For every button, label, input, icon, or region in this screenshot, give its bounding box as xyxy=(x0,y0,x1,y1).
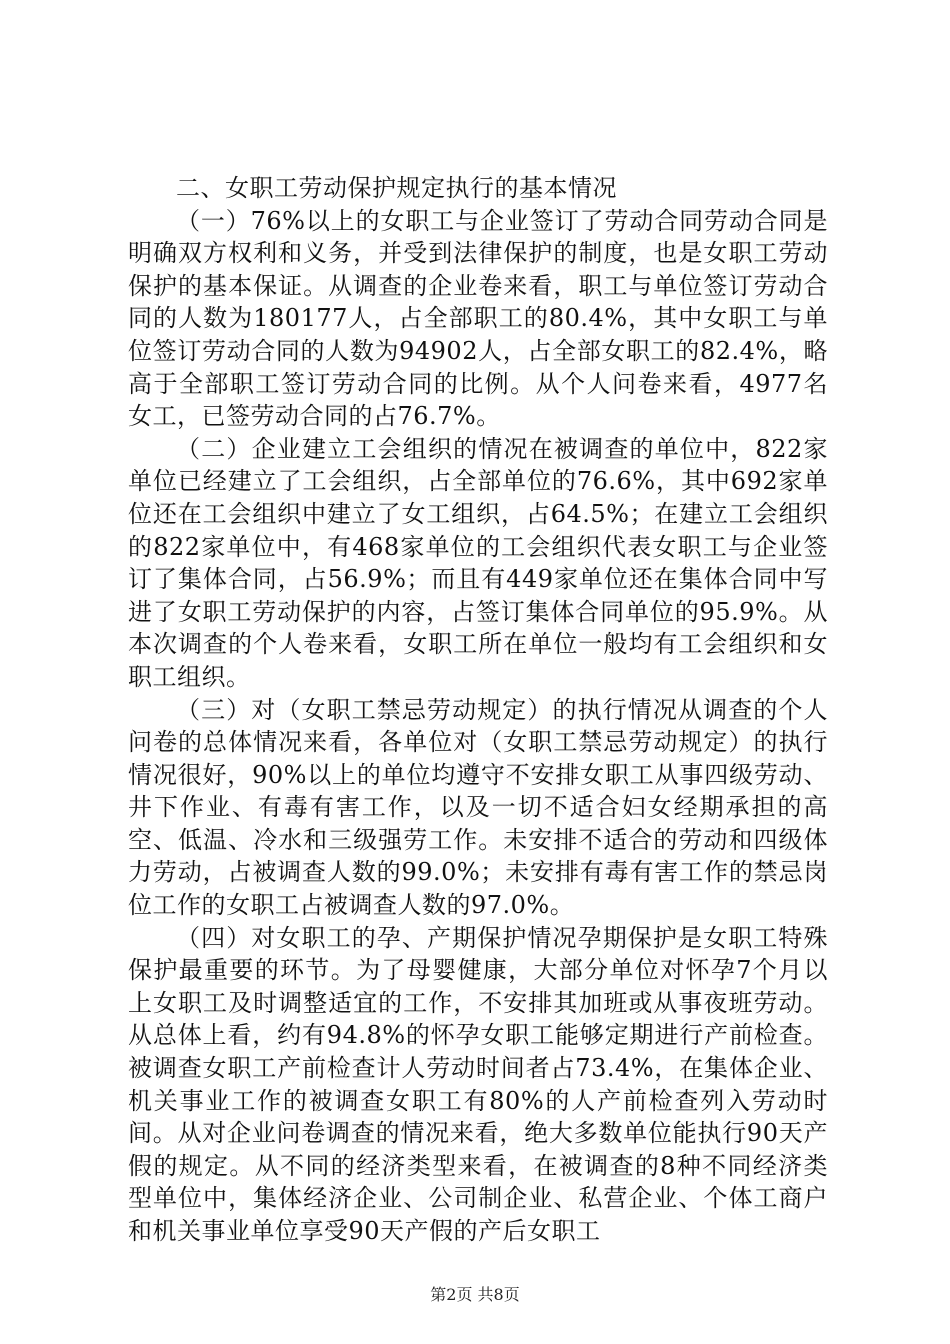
paragraph-4: （四）对女职工的孕、产期保护情况孕期保护是女职工特殊保护最重要的环节。为了母婴健康，大部分单位对怀孕7个月以上女职工及时调整适宜的工作，不安排其加班或从事夜班劳动。从总体上看，约有94.8%的怀孕女职工能够定期进行产前检查。被调查女职工产前检查计人劳动时间者占73.4%，在集体企业、机关事业工作的被调查女职工有80%的人产前检查列入劳动时间。从对企业问卷调查的情况来看，绝大多数单位能执行90天产假的规定。从不同的经济类型来看，在被调查的8种不同经济类型单位中，集体经济企业、公司制企业、私营企业、个体工商户和机关事业单位享受90天产假的产后女职工 xyxy=(128,923,828,1245)
paragraph-2: （二）企业建立工会组织的情况在被调查的单位中，822家单位已经建立了工会组织，占全部单位的76.6%，其中692家单位还在工会组织中建立了女工组织，占64.5%；在建立工会组织的822家单位中，有468家单位的工会组织代表女职工与企业签订了集体合同，占56.9%；而且有449家单位还在集体合同中写进了女职工劳动保护的内容，占签订集体合同单位的95.9%。从本次调查的个人卷来看，女职工所在单位一般均有工会组织和女职工组织。 xyxy=(128,434,828,691)
paragraph-3: （三）对（女职工禁忌劳动规定）的执行情况从调查的个人问卷的总体情况来看，各单位对（女职工禁忌劳动规定）的执行情况很好，90%以上的单位均遵守不安排女职工从事四级劳动、井下作业、有毒有害工作，以及一切不适合妇女经期承担的高空、低温、冷水和三级强劳工作。未安排不适合的劳动和四级体力劳动，占被调查人数的99.0%；未安排有毒有害工作的禁忌岗位工作的女职工占被调查人数的97.0%。 xyxy=(128,695,828,920)
section-heading: 二、女职工劳动保护规定执行的基本情况 xyxy=(176,174,617,202)
document-body xyxy=(128,172,828,1248)
page-number-footer: 第2页 共8页 xyxy=(430,1285,520,1304)
paragraph-1: （一）76%以上的女职工与企业签订了劳动合同劳动合同是明确双方权利和义务，并受到法律保护的制度，也是女职工劳动保护的基本保证。从调查的企业卷来看，职工与单位签订劳动合同的人数为180177人，占全部职工的80.4%，其中女职工与单位签订劳动合同的人数为94902人，占全部女职工的82.4%，略高于全部职工签订劳动合同的比例。从个人问卷来看，4977名女工，已签劳动合同的占76.7%。 xyxy=(128,206,828,431)
